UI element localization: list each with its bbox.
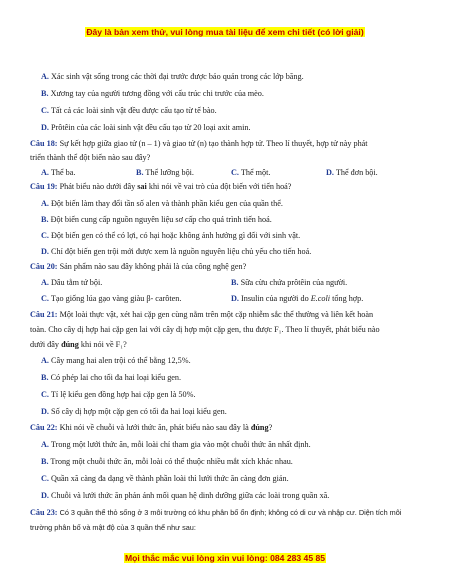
q21-option-b: B. Có phép lai cho tối đa hai loại kiểu gen. [41,373,182,382]
q21-stem: Câu 21: Một loài thực vật, xét hai cặp gen cùng nằm trên một cặp nhiễm sắc thể thường và liên kết hoàn [30,310,374,319]
q23-stem-cont: trường phân bố và mật độ của 3 quần thể như sau: [30,523,196,532]
q22-option-b: B. Trong một chuỗi thức ăn, mỗi loài có thể thuộc nhiều mắt xích khác nhau. [41,457,293,466]
preview-notice-banner [0,27,450,37]
q21-option-a: A. Cây mang hai alen trội có thể bằng 12,5%. [41,356,191,365]
q20-option-a: A. Dâu tằm tứ bội. [41,278,103,287]
q21-option-d: D. Số cây dị hợp một cặp gen có tối đa hai loại kiểu gen. [41,407,227,416]
q17-option-c: C. Tất cả các loài sinh vật đều được cấu tạo từ tế bào. [41,106,217,115]
q21-stem-cont: toàn. Cho cây dị hợp hai cặp gen lai với cây dị hợp một cặp gen, thu được F₁. Theo lí thuyết, phát biểu nào [30,325,380,334]
q21-option-c: C. Tỉ lệ kiểu gen đồng hợp hai cặp gen là 50%. [41,390,196,399]
q18-options [41,168,421,177]
q22-stem: Câu 22: Khi nói về chuỗi và lưới thức ăn, phát biểu nào sau đây là đúng? [30,423,273,432]
q20-stem: Câu 20: Sản phẩm nào sau đây không phải là của công nghệ gen? [30,262,247,271]
q20-option-c: C. Tạo giống lúa gạo vàng giàu β- carôten. [41,294,182,303]
q22-option-a: A. Trong một lưới thức ăn, mỗi loài chỉ tham gia vào một chuỗi thức ăn nhất định. [41,440,311,449]
q22-option-d: D. Chuỗi và lưới thức ăn phản ánh mối quan hệ dinh dưỡng giữa các loài trong quần xã. [41,491,330,500]
q19-option-d: D. Chỉ đột biến gen trội mới được xem là nguồn nguyên liệu chủ yếu cho tiến hoá. [41,247,312,256]
q20-option-d: D. Insulin của người do E.coli tổng hợp. [231,294,364,303]
q19-option-a: A. Đột biến làm thay đổi tần số alen và thành phần kiểu gen của quần thể. [41,199,283,208]
q22-option-c: C. Quần xã càng đa dạng về thành phần loài thì lưới thức ăn càng đơn giản. [41,474,289,483]
q17-option-b: B. Xương tay của người tương đồng với cấu trúc chi trước của mèo. [41,89,264,98]
q18-option-c: C. Thể một. [231,168,271,177]
preview-notice-text: Đây là bản xem thử, vui lòng mua tài liệu để xem chi tiết (có lời giải) [86,27,364,37]
q21-stem-cont2: dưới đây đúng khi nói về F₁? [30,340,127,349]
q18-option-a: A. Thể ba. [41,168,76,177]
q17-option-d: D. Prôtêin của các loài sinh vật đều cấu tạo từ 20 loại axit amin. [41,123,251,132]
contact-text: Mọi thắc mắc vui lòng xin vui lòng: 084 283 45 85 [124,553,326,563]
q19-option-b: B. Đột biến cung cấp nguồn nguyên liệu sơ cấp cho quá trình tiến hoá. [41,215,272,224]
q18-option-d: D. Thể đơn bội. [326,168,378,177]
q17-option-a: A. Xác sinh vật sống trong các thời đại trước được bảo quản trong các lớp băng. [41,72,304,81]
q18-stem: Câu 18: Sự kết hợp giữa giao tử (n – 1) và giao tử (n) tạo thành hợp tử. Theo lí thuyết, hợp tử này phát [30,139,368,148]
q20-options-row2 [41,294,421,303]
q18-stem-cont: triển thành thể đột biến nào sau đây? [30,153,151,162]
q18-option-b: B. Thể lưỡng bội. [136,168,194,177]
q19-stem: Câu 19: Phát biểu nào dưới đây sai khi nói về vai trò của đột biến với tiến hoá? [30,182,292,191]
q19-option-c: C. Đột biến gen có thể có lợi, có hại hoặc không ảnh hưởng gì đối với sinh vật. [41,231,301,240]
q20-options-row1 [41,278,421,287]
q23-stem: Câu 23: Có 3 quần thể thỏ sống ở 3 môi trường có khu phân bố ổn định; không có di cư và nhập cư. Diện tích môi [30,508,402,517]
contact-banner [0,553,450,563]
q20-option-b: B. Sữa cừu chứa prôtêin của người. [231,278,348,287]
